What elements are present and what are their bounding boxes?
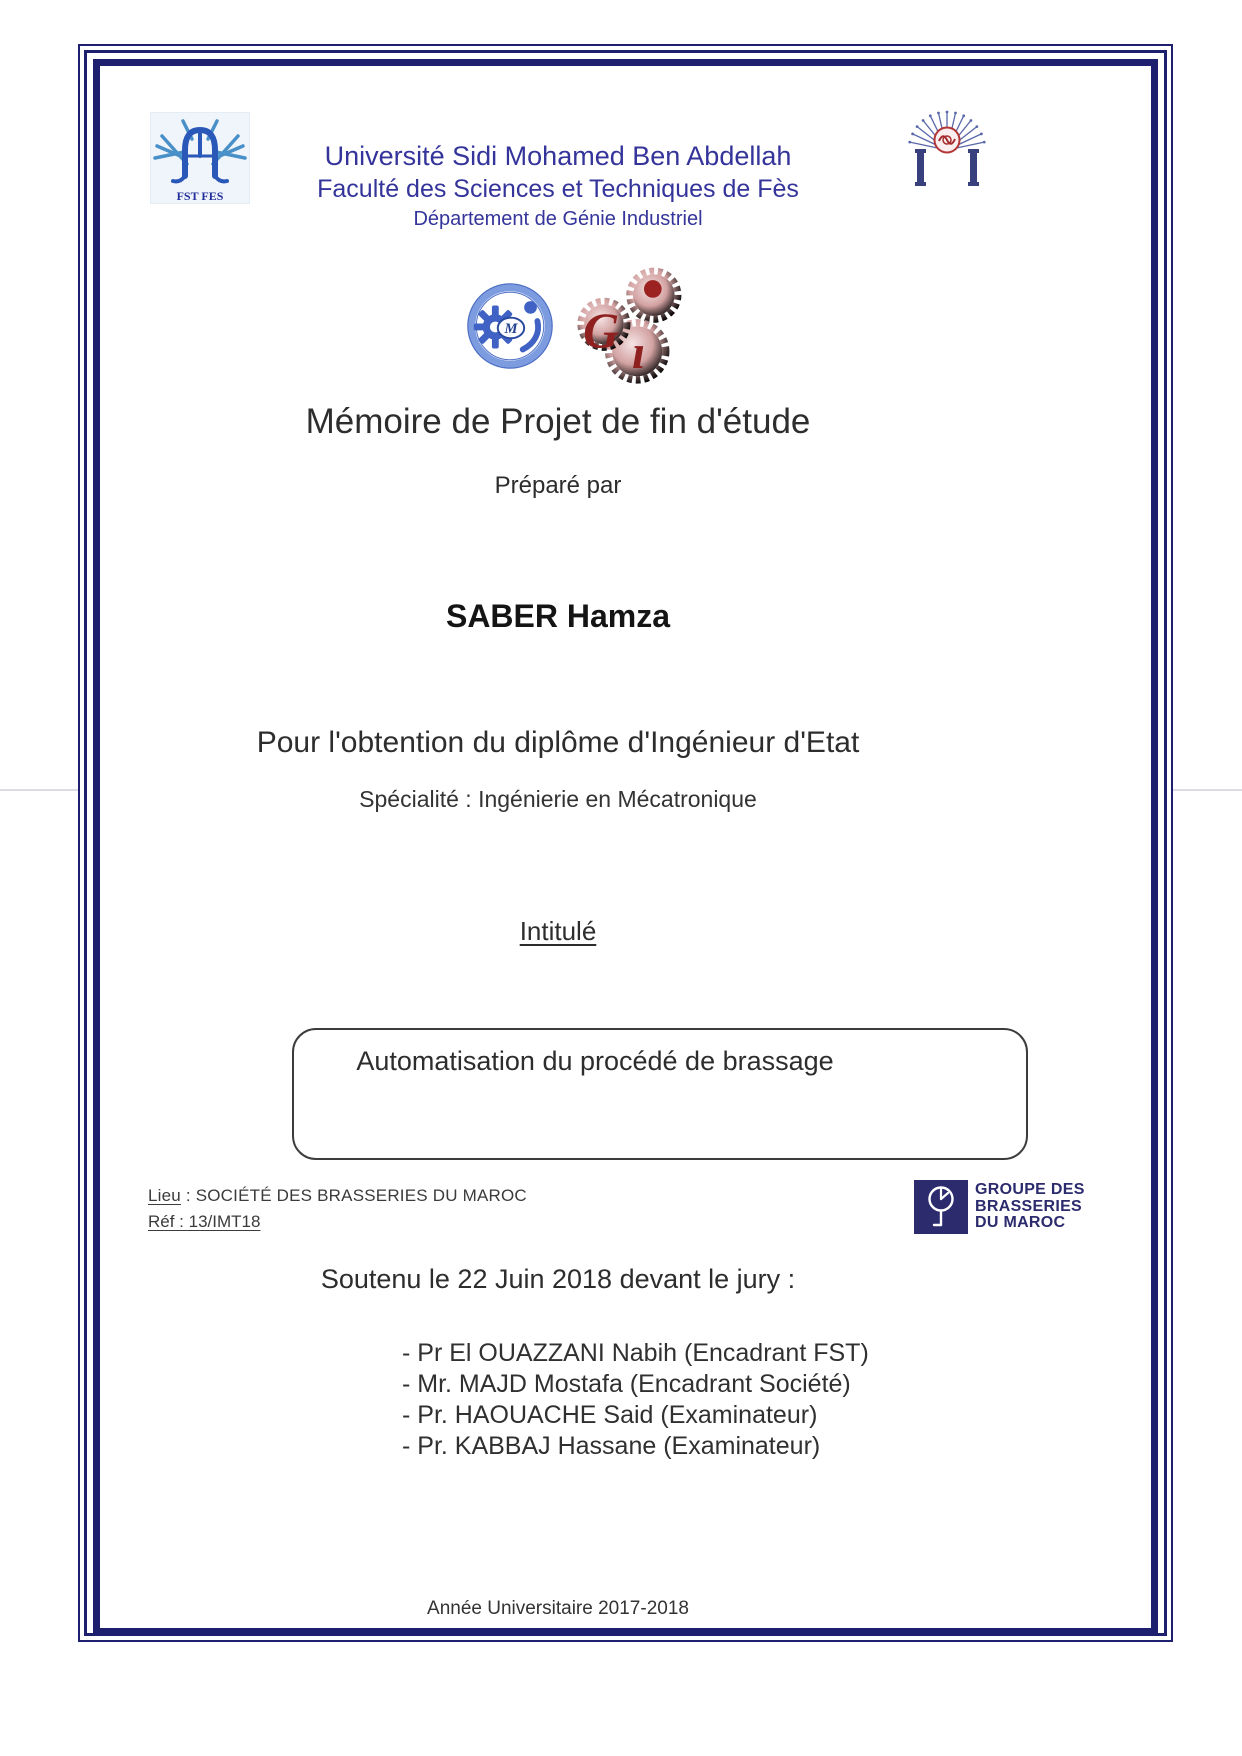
scan-artifact-line [1173,789,1242,791]
location-label: Lieu [148,1186,181,1205]
author-name: SABER Hamza [445,598,671,634]
gi-letter-g: G [583,303,620,359]
university-header [238,140,878,233]
brasseries-du-maroc-logo [914,1180,1085,1234]
jury-list [402,1338,869,1462]
genie-industriel-logo-icon [574,264,690,399]
defense-line: Soutenu le 22 Juin 2018 devant le jury : [320,1264,796,1294]
brasseries-text-line: BRASSERIES [975,1197,1083,1215]
academic-year: Année Universitaire 2017-2018 [427,1598,689,1619]
reference-line: Réf : 13/IMT18 [148,1212,261,1231]
mecatronique-initial: M [504,320,518,337]
brasseries-glass-icon [914,1180,968,1234]
title-heading: Intitulé [519,916,597,946]
fst-fes-logo-icon [150,112,250,209]
specialty-line: Spécialité : Ingénierie en Mécatronique [359,786,757,812]
fst-fes-caption: FST FES [176,189,224,203]
thesis-title-box [292,1028,1028,1160]
location-value: : SOCIÉTÉ DES BRASSERIES DU MAROC [180,1186,527,1205]
brasseries-text-line: GROUPE DES [975,1181,1085,1199]
gi-letter-i: ı [632,326,646,379]
faculty-name: Faculté des Sciences et Techniques de Fès [317,175,799,203]
jury-member: - Pr. HAOUACHE Said (Examinateur) [402,1401,818,1429]
scan-artifact-line [0,789,78,791]
prepared-by-label: Préparé par [494,472,622,499]
thesis-title: Automatisation du procédé de brassage [356,1046,834,1076]
document-type-title: Mémoire de Projet de fin d'étude [305,402,811,441]
mecatronique-logo-icon [466,280,554,377]
brasseries-logo-text [975,1182,1085,1232]
jury-member: - Mr. MAJD Mostafa (Encadrant Société) [402,1370,851,1398]
location-line [148,1186,527,1206]
usmba-logo-icon [902,98,992,197]
gi-i-dot [644,280,662,298]
jury-member: - Pr El OUAZZANI Nabih (Encadrant FST) [402,1339,869,1367]
university-name: Université Sidi Mohamed Ben Abdellah [324,141,792,171]
degree-line: Pour l'obtention du diplôme d'Ingénieur d'Etat [256,726,860,759]
department-name: Département de Génie Industriel [413,208,703,230]
brasseries-text-line: DU MAROC [975,1214,1066,1232]
jury-member: - Pr. KABBAJ Hassane (Examinateur) [402,1432,821,1460]
